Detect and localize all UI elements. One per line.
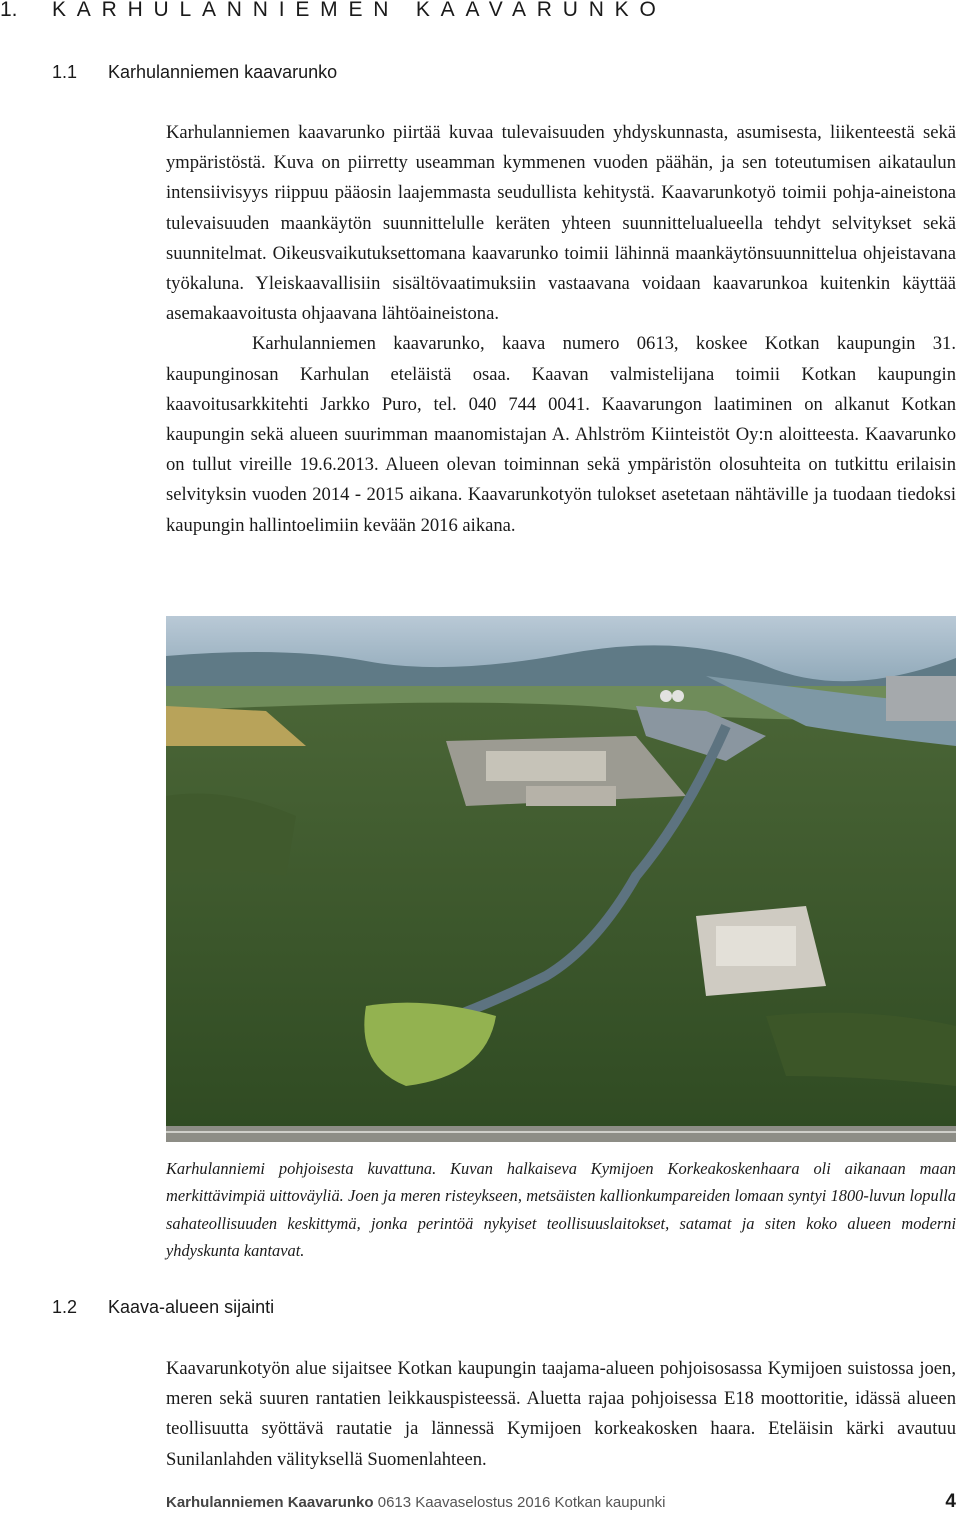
footer-subtitle: 0613 Kaavaselostus 2016 Kotkan kaupunki	[373, 1494, 666, 1511]
section-1-2-body	[166, 1354, 956, 1475]
section-number: 1.2	[52, 1297, 78, 1317]
aerial-photo-illustration	[166, 616, 956, 1142]
paragraph: Karhulanniemen kaavarunko, kaava numero 0613, koskee Kotkan kaupungin 31. kaupunginosan Karhulan eteläistä osaa. Kaavan valmistelijana toimii Kotkan kaupungin kaavoitusarkkitehti Jarkko Puro, tel. 040 744 0041. Kaavarungon laatiminen on alkanut Kotkan kaupungin sekä alueen suurimman maanomistajan A. Ahlström Kiinteistöt Oy:n aloitteesta. Kaavarunko on tullut vireille 19.6.2013. Alueen olevan toiminnan sekä ympäristön olosuhteita on tutkittu erilaisin selvityksin vuoden 2014 - 2015 aikana. Kaavarunkotyön tulokset asetetaan nähtäville ja tuodaan tiedoksi kaupungin hallintoelimiin kevään 2016 aikana.	[166, 333, 956, 536]
figure-caption: Karhulanniemi pohjoisesta kuvattuna. Kuvan halkaiseva Kymijoen Korkeakoskenhaara oli aikanaan maan merkittävimpiä uittoväyliä. Joen ja meren risteykseen, metsäisten kallionkumpareiden lomaan syntyi 1800-luvun lopulla sahateollisuuden keskittymä, jonka perintöä nykyiset teollisuuslaitokset, satamat ja siten koko alueen moderni yhdyskunta kantavat.	[166, 1159, 956, 1261]
chapter-title: KARHULANNIEMEN KAAVARUNKO	[52, 0, 667, 21]
page-number: 4	[945, 1491, 956, 1512]
section-heading-1-1	[52, 62, 337, 83]
chapter-number: 1.	[0, 0, 18, 21]
section-heading-1-2	[52, 1297, 274, 1318]
aerial-photo	[166, 616, 956, 1142]
footer-title: Karhulanniemen Kaavarunko	[166, 1494, 374, 1511]
chapter-heading	[0, 0, 667, 22]
page-footer	[166, 1494, 956, 1511]
section-title: Karhulanniemen kaavarunko	[108, 62, 338, 82]
section-number: 1.1	[52, 62, 78, 82]
section-title: Kaava-alueen sijainti	[108, 1297, 275, 1317]
paragraph: Karhulanniemen kaavarunko piirtää kuvaa tulevaisuuden yhdyskunnasta, asumisesta, liikenteestä sekä ympäristöstä. Kuva on piirretty useamman kymmenen vuoden päähän, ja sen toteutumisen aikataulun intensiivisyys riippuu pääosin laajemmasta seudullista kehitystä. Kaavarunkotyö toimii pohja-aineistona tulevaisuuden maankäytön suunnittelulle keräten yhteen suunnittelualueella tehdyt selvitykset sekä suunnitelmat. Oikeusvaikutuksettomana kaavarunko toimii lähinnä maankäytönsuunnittelua ohjeistavana työkaluna. Yleiskaavallisiin sisältövaatimuksiin vastaavana voidaan kaavarunkoa kuitenkin käyttää asemakaavoitusta ohjaavana lähtöaineistona.	[166, 122, 956, 325]
section-1-1-body	[166, 118, 956, 541]
paragraph: Kaavarunkotyön alue sijaitsee Kotkan kaupungin taajama-alueen pohjoisosassa Kymijoen suistossa joen, meren sekä suuren rantatien leikkauspisteessä. Aluetta rajaa pohjoisessa E18 moottoritie, idässä alueen teollisuutta syöttävä rautatie ja lännessä Kymijoen korkeakosken haara. Eteläisin kärki avautuu Sunilanlahden välityksellä Suomenlahteen.	[166, 1358, 956, 1470]
